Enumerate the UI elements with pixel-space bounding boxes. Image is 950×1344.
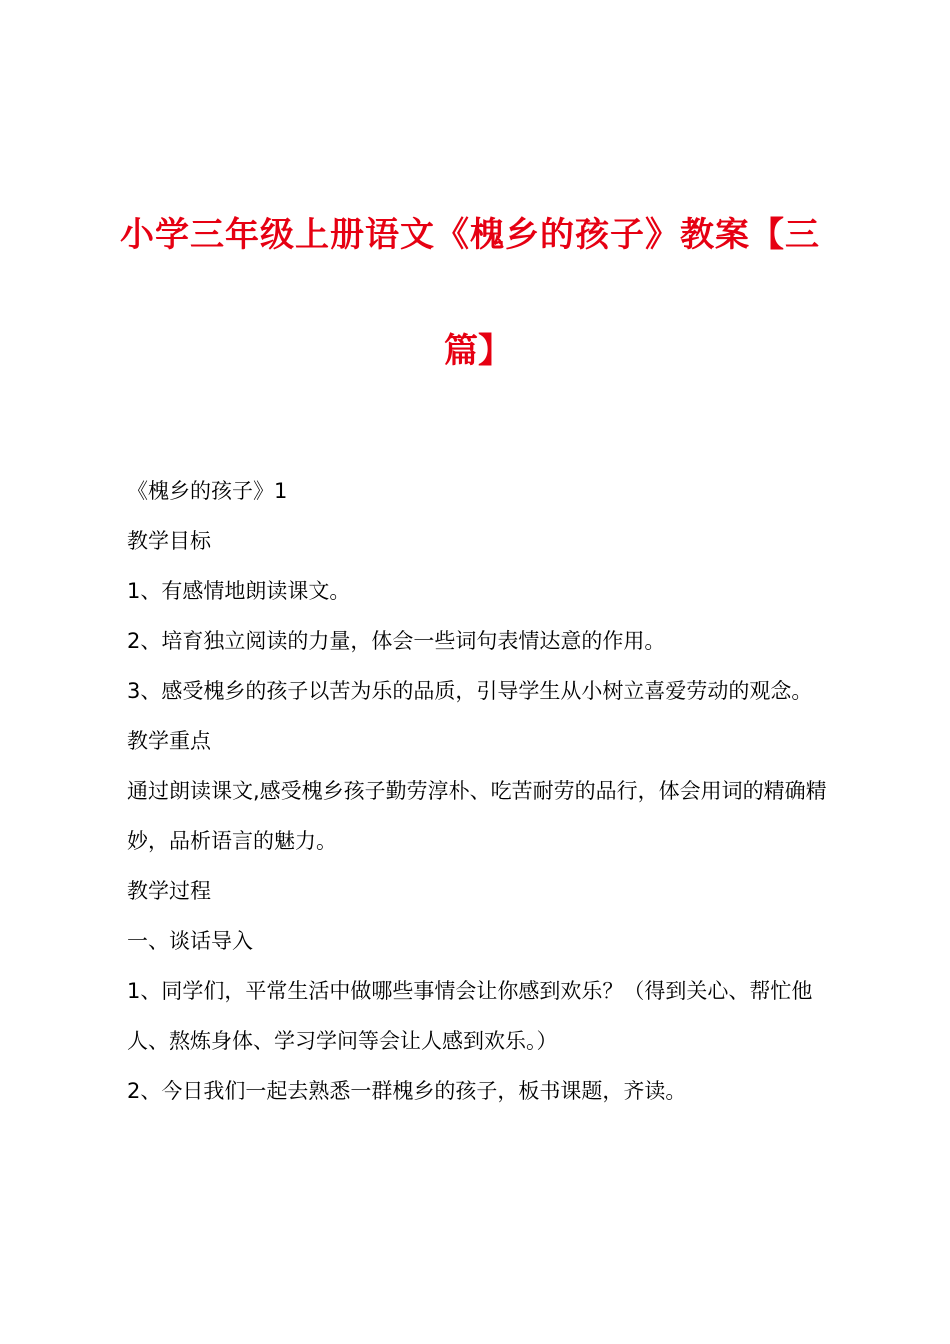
heading-teaching-focus: 教学重点 <box>127 729 211 753</box>
focus-paragraph: 通过朗读课文,感受槐乡孩子勤劳淳朴、吃苦耐劳的品行，体会用词的精确精妙，品析语言的魅力。 <box>127 779 827 853</box>
heading-teaching-process: 教学过程 <box>127 879 211 903</box>
heading-teaching-goals: 教学目标 <box>127 529 211 553</box>
goal-item-3: 3、感受槐乡的孩子以苦为乐的品质，引导学生从小树立喜爱劳动的观念。 <box>127 679 813 703</box>
section-heading-lesson-1: 《槐乡的孩子》1 <box>127 479 288 503</box>
goal-item-1: 1、有感情地朗读课文。 <box>127 579 351 603</box>
process-item-2: 2、今日我们一起去熟悉一群槐乡的孩子，板书课题，齐读。 <box>127 1079 687 1103</box>
process-section-1: 一、谈话导入 <box>127 929 253 953</box>
document-title-line-1: 小学三年级上册语文《槐乡的孩子》教案【三 <box>120 215 820 255</box>
goal-item-2: 2、培育独立阅读的力量，体会一些词句表情达意的作用。 <box>127 629 666 653</box>
process-item-1: 1、同学们，平常生活中做哪些事情会让你感到欢乐？（得到关心、帮忙他人、熬炼身体、学习学问等会让人感到欢乐。） <box>127 979 813 1053</box>
document-title-line-2: 篇】 <box>444 331 512 371</box>
document-body <box>127 466 833 1116</box>
